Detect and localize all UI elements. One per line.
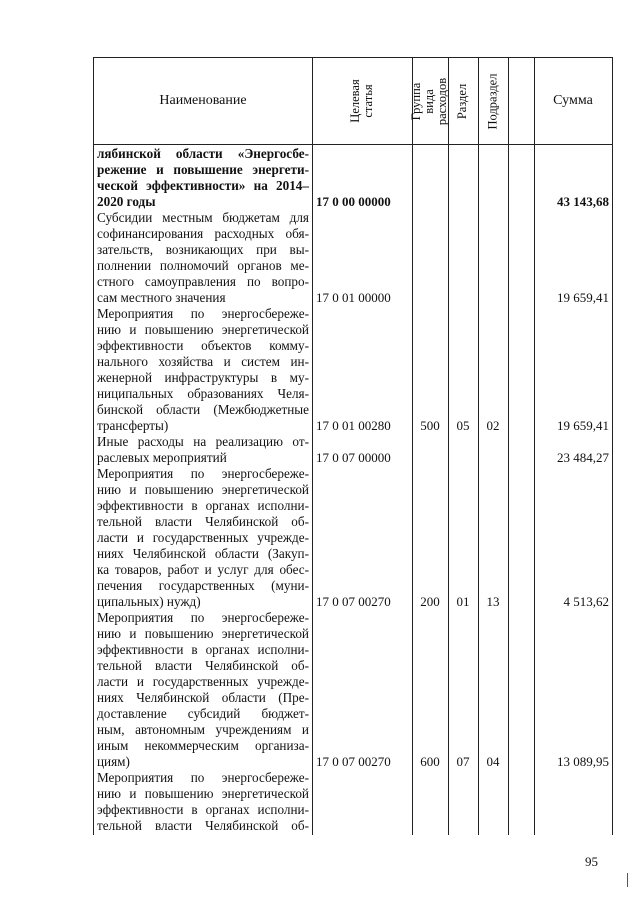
row-name-line: доставление субсидий бюджет- [97,706,309,721]
row-name-line: Мероприятия по энергосбереже- [97,306,309,321]
header-section [448,58,478,144]
row-name-line: иным некоммерческим организа- [97,738,309,753]
row-section: 07 [456,754,470,769]
header-subsection [478,58,508,144]
row-name-line: циям) [97,754,130,769]
row-code: 17 0 07 00270 [316,594,391,609]
row-group: 200 [420,594,440,609]
row-name-line: женерной инфраструктуры в му- [97,370,309,385]
row-name-line: ласти и государственных учрежде- [97,674,309,689]
row-name-line: 2020 годы [97,194,156,209]
row-name-line: Иные расходы на реализацию от- [97,434,309,449]
row-name-line: бинской области (Межбюджетные [97,402,309,417]
column-divider [448,58,449,835]
row-subsection: 13 [486,594,500,609]
column-divider [312,58,313,835]
row-name-line: эффективности объектов комму- [97,338,309,353]
header-group-text: Группа вида расходов [409,77,450,125]
row-sum: 19 659,41 [557,418,609,433]
row-name-line: тельной власти Челябинской об- [97,658,309,673]
row-name-line: раслевых мероприятий [97,450,227,465]
column-divider [478,58,479,835]
row-name-line: тельной власти Челябинской об- [97,514,309,529]
row-group: 600 [420,754,440,769]
row-subsection: 02 [486,418,500,433]
header-code-text: Целевая статья [348,79,375,123]
row-name-line: эффективности в органах исполни- [97,498,309,513]
row-name-line: Мероприятия по энергосбереже- [97,610,309,625]
row-name [97,306,309,434]
row-sum: 23 484,27 [557,450,609,465]
scan-mark [627,873,628,887]
budget-table [93,57,613,835]
row-code: 17 0 07 00000 [316,450,391,465]
page-number: 95 [585,854,598,869]
row-code: 17 0 00 00000 [316,194,391,209]
row-name-line: печения государственных (муни- [97,578,309,593]
row-name [97,466,309,610]
row-name-line: Мероприятия по энергосбереже- [97,770,309,785]
row-name-line: зательств, возникающих при вы- [97,242,309,257]
row-sum: 13 089,95 [557,754,609,769]
row-group: 500 [420,418,440,433]
row-name-line: эффективности в органах исполни- [97,802,309,817]
row-name-line: ным, автономным учреждениям и [97,722,309,737]
row-name-line: ниципальных образованиях Челя- [97,386,309,401]
row-name [97,434,309,466]
row-code: 17 0 01 00000 [316,290,391,305]
row-name-line: ка товаров, работ и услуг для обес- [97,562,309,577]
header-code [312,58,412,144]
row-subsection: 04 [486,754,500,769]
row-code: 17 0 07 00270 [316,754,391,769]
row-name-line: ласти и государственных учрежде- [97,530,309,545]
row-name-line: нального хозяйства и систем ин- [97,354,309,369]
row-code: 17 0 01 00280 [316,418,391,433]
column-divider [508,58,509,835]
row-name-line: эффективности в органах исполни- [97,642,309,657]
header-sum: Сумма [553,93,593,108]
row-sum: 4 513,62 [563,594,609,609]
row-name-line: тельной власти Челябинской об- [97,818,309,833]
row-name-line: ческой эффективности» на 2014– [97,178,309,193]
row-name-line: нию и повышению энергетической [97,626,309,641]
row-section: 01 [456,594,470,609]
row-name-line: лябинской области «Энергосбе- [97,146,309,161]
column-divider [534,58,535,835]
row-sum: 43 143,68 [557,194,609,209]
row-name-line: нию и повышению энергетической [97,786,309,801]
row-name-line: сам местного значения [97,290,226,305]
row-name-line: ниях Челябинской области (Закуп- [97,546,309,561]
row-name [97,610,309,770]
row-name [97,210,309,306]
header-section-text: Раздел [455,83,470,119]
row-name-line: полнении полномочий органов ме- [97,258,309,273]
row-name [97,770,309,834]
row-name-line: нию и повышению энергетической [97,482,309,497]
row-name-line: трансферты) [97,418,169,433]
row-name-line: софинансирования расходных обя- [97,226,309,241]
header-name: Наименование [159,93,247,108]
row-name-line: ципальных) нужд) [97,594,201,609]
header-group [409,58,450,144]
row-sum: 19 659,41 [557,290,609,305]
header-divider [94,144,612,145]
row-name-line: Субсидии местным бюджетам для [97,210,309,225]
header-subsection-text: Подраздел [485,73,500,129]
row-section: 05 [456,418,470,433]
row-name-line: стного самоуправления по вопро- [97,274,309,289]
row-name [97,146,309,210]
row-name-line: ниях Челябинской области (Пре- [97,690,309,705]
row-name-line: нию и повышению энергетической [97,322,309,337]
row-name-line: Мероприятия по энергосбереже- [97,466,309,481]
row-name-line: режение и повышение энергети- [97,162,309,177]
column-divider [412,58,413,835]
